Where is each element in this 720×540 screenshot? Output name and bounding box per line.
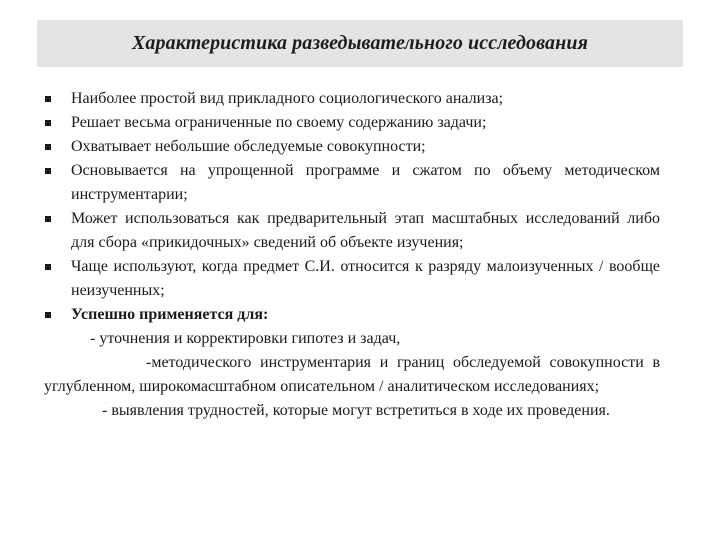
- list-item: [44, 111, 660, 135]
- list-item-text: Охватывает небольшие обследуемые совокупности;: [71, 138, 426, 155]
- list-item: [44, 303, 660, 327]
- list-item-text: Основывается на упрощенной программе и сжатом по объему методическом инструментарии;: [71, 162, 660, 203]
- applied-item: -методического инструментария и границ обследуемой совокупности в углубленном, широкомасштабном описательном / аналитическом исследованиях;: [44, 354, 660, 395]
- list-item: [44, 255, 660, 303]
- square-bullet-icon: [45, 216, 51, 222]
- square-bullet-icon: [45, 264, 51, 270]
- list-item: [44, 159, 660, 207]
- square-bullet-icon: [45, 144, 51, 150]
- list-item-text: Решает весьма ограниченные по своему содержанию задачи;: [71, 114, 487, 131]
- list-item: [44, 135, 660, 159]
- list-item: [44, 207, 660, 255]
- square-bullet-icon: [45, 120, 51, 126]
- applied-heading: Успешно применяется для:: [71, 306, 269, 323]
- list-item-text: Чаще используют, когда предмет С.И. относится к разряду малоизученных / вообще неизученных;: [71, 258, 660, 299]
- applied-item: - уточнения и корректировки гипотез и задач,: [90, 330, 401, 347]
- slide-title: Характеристика разведывательного исследования: [131, 32, 588, 54]
- square-bullet-icon: [45, 312, 51, 318]
- list-item-text: Наиболее простой вид прикладного социологического анализа;: [71, 90, 504, 107]
- title-bar: [37, 20, 683, 67]
- list-item: [44, 87, 660, 111]
- slide-content: [44, 87, 660, 423]
- list-item-text: Может использоваться как предварительный этап масштабных исследований либо для сбора «прикидочных» сведений об объекте изучения;: [71, 210, 660, 251]
- applied-item: - выявления трудностей, которые могут встретиться в ходе их проведения.: [102, 402, 610, 419]
- square-bullet-icon: [45, 168, 51, 174]
- square-bullet-icon: [45, 96, 51, 102]
